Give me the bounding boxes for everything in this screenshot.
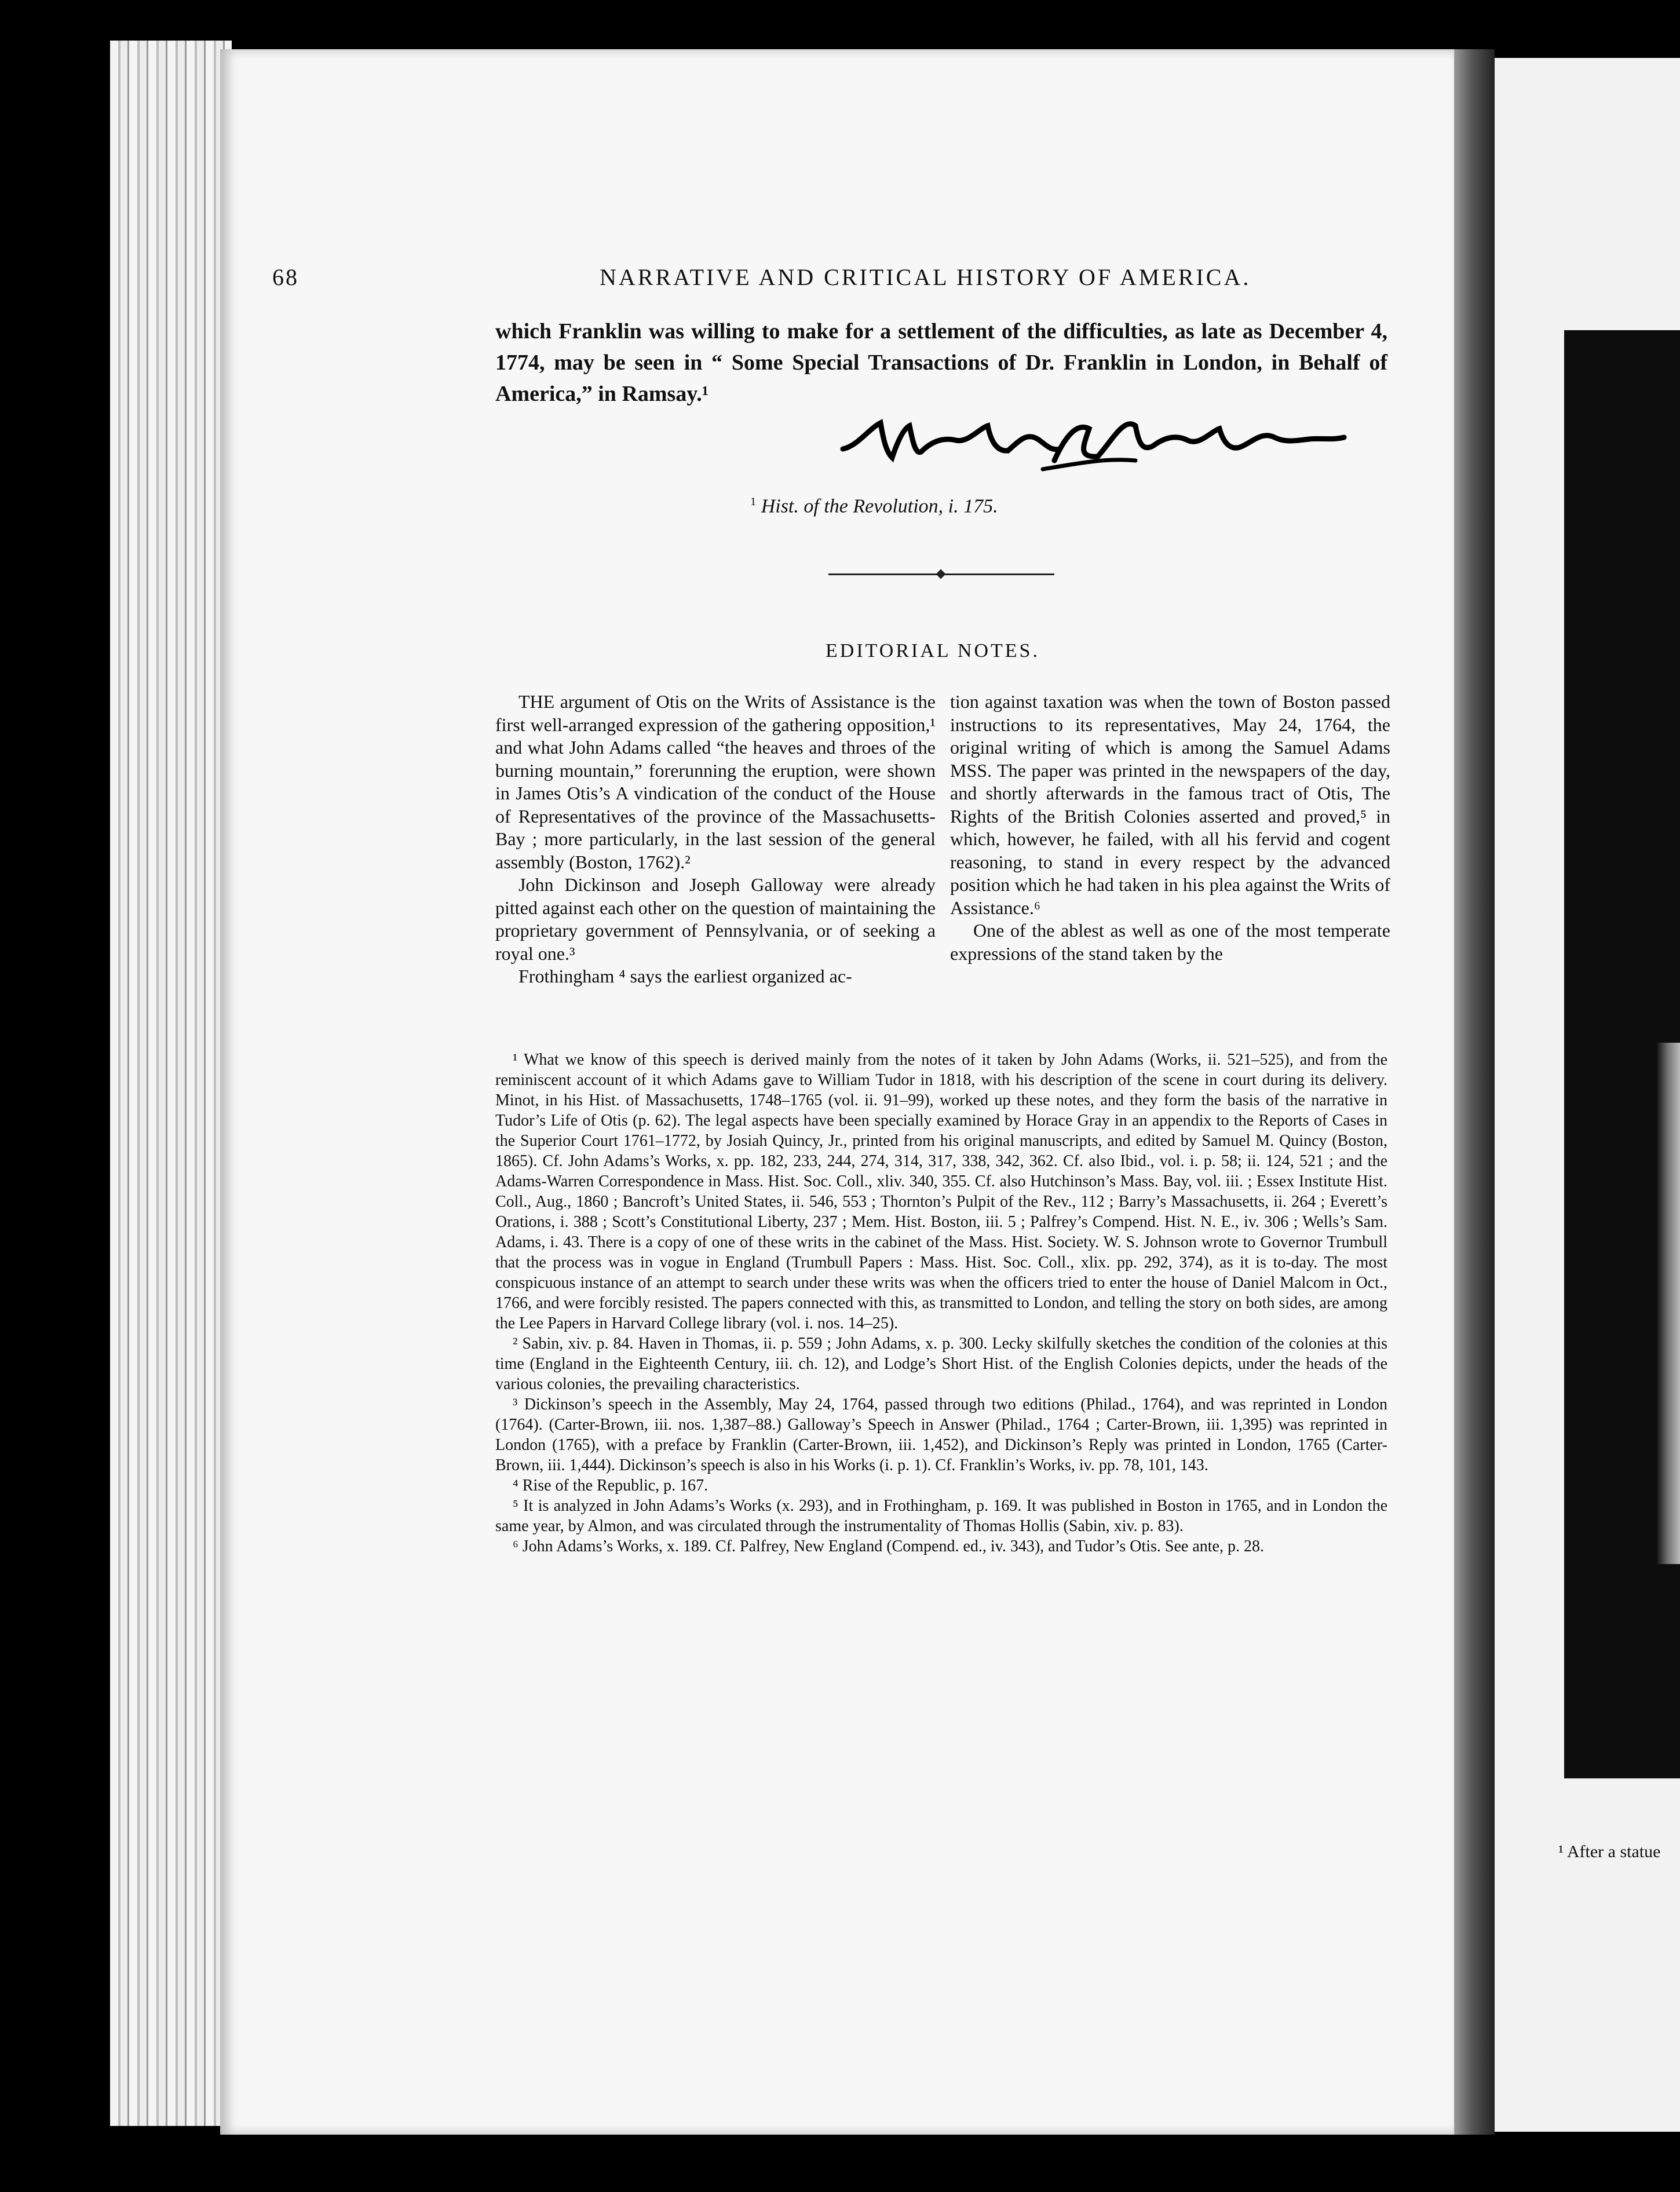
paragraph: John Dickinson and Joseph Galloway were already pitted against each other on the question of maintaining the proprietary government of Pennsylvania, or of seeking a royal one.³ [495, 874, 936, 964]
paragraph: THE argument of Otis on the Writs of Assistance is the first well-arranged expression of the gathering opposition,¹ and what John Adams called “the heaves and throes of the burning mountain,” forerunning the eruption, were shown in James Otis’s A vindication of the conduct of the House of Representatives of the province of the Massachusetts-Bay ; more particularly, in the last session of the general assembly (Boston, 1762).² [495, 691, 936, 872]
paragraph: tion against taxation was when the town of Boston passed instructions to its representatives, May 24, 1764, the original writing of which is among the Samuel Adams MSS. The paper was printed in the newspapers of the day, and shortly afterwards in the famous tract of Otis, The Rights of the British Colonies asserted and proved,⁵ in which, however, he failed, with all his fervid and cogent reasoning, to stand in every respect by the advanced position which he had taken in his plea against the Writs of Assistance.⁶ [950, 691, 1390, 918]
footnote: ⁶ John Adams’s Works, x. 189. Cf. Palfrey, New England (Compend. ed., iv. 343), and Tudor’s Otis. See ante, p. 28. [513, 1537, 1264, 1555]
facing-page-plate-highlight [1657, 1043, 1680, 1564]
footnote: ² Sabin, xiv. p. 84. Haven in Thomas, ii. p. 559 ; John Adams, x. p. 300. Lecky skilfully sketches the condition of the colonies at this time (England in the Eighteenth Century, iii. ch. 12), and Lodge’s Short Hist. of the English Colonies depicts, under the heads of the various colonies, the prevailing characteristics. [495, 1335, 1387, 1393]
footnote: ⁴ Rise of the Republic, p. 167. [513, 1477, 708, 1495]
footnote-marker: 1 [750, 495, 757, 508]
footnote: ⁵ It is analyzed in John Adams’s Works (x. 293), and in Frothingham, p. 169. It was published in Boston in 1765, and in London the same year, by Almon, and was circulated through the instrumentality of Thomas Hollis (Sabin, xiv. p. 83). [495, 1497, 1387, 1535]
footnote: ³ Dickinson’s speech in the Assembly, May 24, 1764, passed through two editions (Philad., 1764), and was reprinted in London (1764). (Carter-Brown, iii. nos. 1,387–88.) Galloway’s Speech in Answer (Philad., 1764 ; Carter-Brown, iii. 1,395) was reprinted in London (1765), with a preface by Franklin (Carter-Brown, iii. 1,452), and Dickinson’s Reply was printed in London, 1765 (Carter-Brown, iii. 1,444). Dickinson’s speech is also in his Works (i. p. 1). Cf. Franklin’s Works, iv. pp. 78, 101, 143. [495, 1395, 1387, 1474]
book-gutter [1454, 49, 1495, 2135]
page-number: 68 [272, 264, 299, 290]
text-column-right [950, 691, 1390, 965]
section-title: EDITORIAL NOTES. [826, 640, 1040, 662]
book-page-edges [110, 41, 232, 2126]
paragraph: One of the ablest as well as one of the most temperate expressions of the stand taken by the [950, 920, 1390, 964]
facing-page-caption: ¹ After a statue [1558, 1842, 1661, 1861]
text-column-left [495, 691, 936, 988]
footnotes [495, 1050, 1387, 1557]
footnote: ¹ What we know of this speech is derived mainly from the notes of it taken by John Adams (Works, ii. 521–525), and from the reminiscent account of it which Adams gave to William Tudor in 1818, with his description of the scene in court during its delivery. Minot, in his Hist. of Massachusetts, 1748–1765 (vol. ii. 91–99), worked up these notes, and they form the basis of the narrative in Tudor’s Life of Otis (p. 62). The legal aspects have been specially examined by Horace Gray in an appendix to the Reports of Cases in the Superior Court 1761–1772, by Josiah Quincy, Jr., printed from his original manuscripts, and edited by Samuel M. Quincy (Boston, 1865). Cf. John Adams’s Works, x. pp. 182, 233, 244, 274, 314, 317, 338, 342, 362. Cf. also Ibid., vol. i. p. 58; ii. 124, 521 ; and the Adams-Warren Correspondence in Mass. Hist. Soc. Coll., xliv. 340, 355. Cf. also Hutchinson’s Mass. Bay, vol. iii. ; Essex Institute Hist. Coll., Aug., 1860 ; Bancroft’s United States, ii. 546, 553 ; Thornton’s Pulpit of the Rev., 112 ; Barry’s Massachusetts, ii. 264 ; Everett’s Orations, i. 388 ; Scott’s Constitutional Liberty, 237 ; Mem. Hist. Boston, iii. 5 ; Palfrey’s Compend. Hist. N. E., iv. 306 ; Wells’s Sam. Adams, i. 43. There is a copy of one of these writs in the cabinet of the Mass. Hist. Society. W. S. Johnson wrote to Governor Trumbull that the process was in vogue in England (Trumbull Papers : Mass. Hist. Soc. Coll., xlix. pp. 292, 374), as it is to-day. The most conspicuous instance of an attempt to search under these writs was when the officers tried to enter the house of Daniel Malcom in Oct., 1766, and were forcibly resisted. The papers connected with this, as transmitted to London, and telling the story on both sides, are among the Lee Papers in Harvard College library (vol. i. nos. 14–25). [495, 1051, 1387, 1332]
footnote-text: Hist. of the Revolution, i. 175. [761, 495, 998, 517]
running-title: NARRATIVE AND CRITICAL HISTORY OF AMERICA. [600, 264, 1251, 290]
facing-page [1495, 58, 1680, 2132]
signature-image [834, 405, 1356, 481]
lead-paragraph: which Franklin was willing to make for a settlement of the difficulties, as late as December 4, 1774, may be seen in “ Some Special Transactions of Dr. Franklin in London, in Behalf of America,” in Ramsay.¹ [495, 319, 1387, 406]
paragraph: Frothingham ⁴ says the earliest organized ac- [518, 966, 852, 987]
signature-footnote [750, 495, 998, 517]
